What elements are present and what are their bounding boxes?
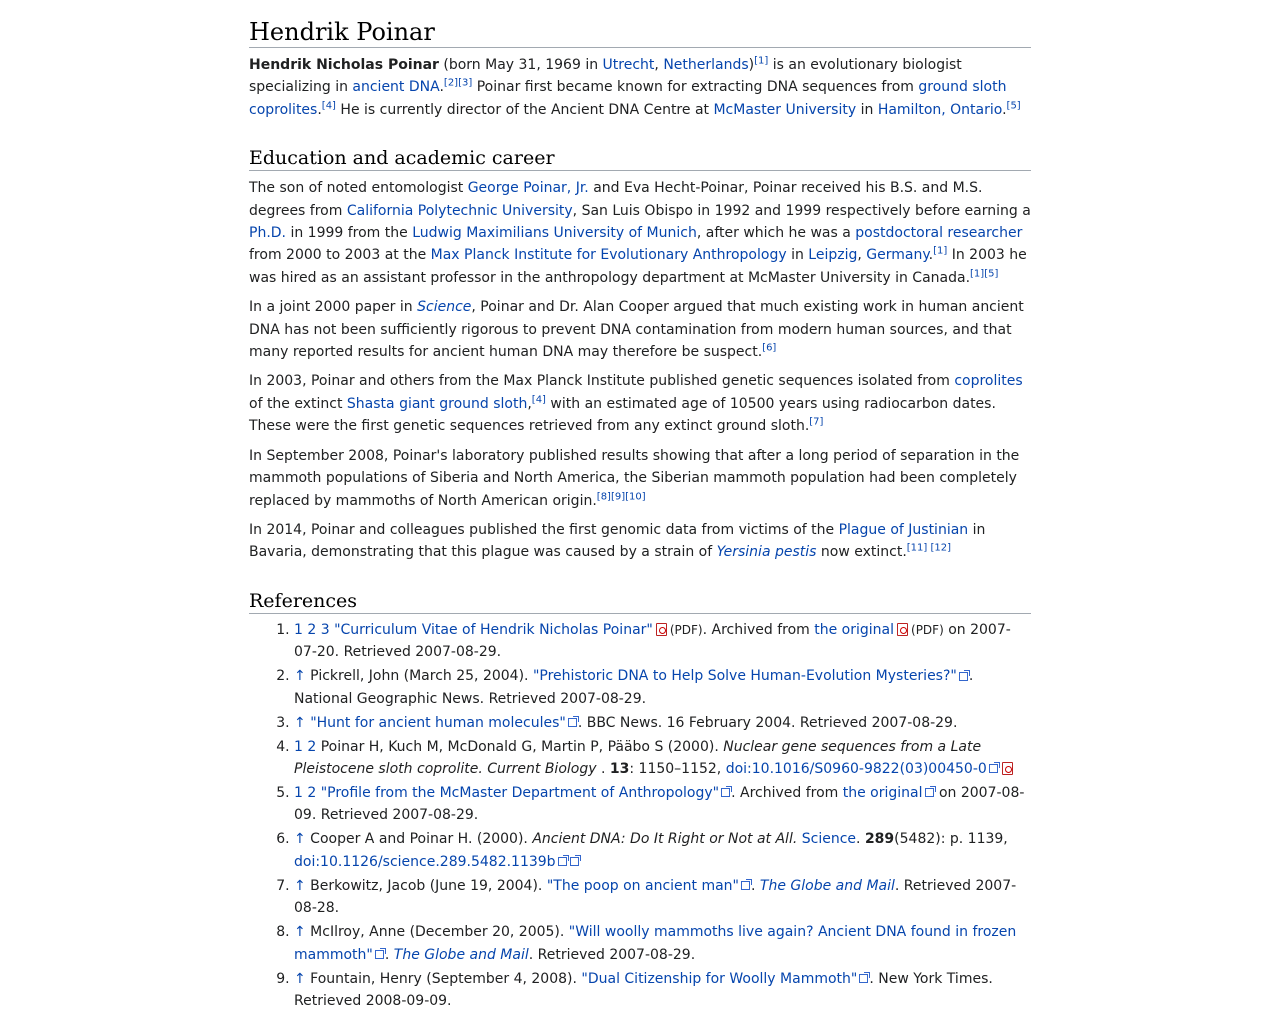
text: . Archived from xyxy=(731,784,843,801)
text: from 2000 to 2003 at the xyxy=(249,247,431,264)
citation-5[interactable]: [5] xyxy=(984,268,999,280)
text: (born May 31, 1969 in xyxy=(438,57,603,73)
citation-1[interactable]: [1] xyxy=(754,55,769,67)
references-list xyxy=(249,619,1031,1013)
citation-1[interactable]: [1] xyxy=(933,245,948,257)
text: In 2014, Poinar and colleagues published the first genomic data from victims of the xyxy=(249,521,839,538)
education-paragraph-5 xyxy=(249,519,1031,564)
text: Pickrell, John (March 25, 2004). xyxy=(305,668,533,685)
link-coprolites[interactable]: coprolites xyxy=(954,373,1023,390)
text: in xyxy=(856,101,878,118)
reference-title-link[interactable]: "Dual Citizenship for Woolly Mammoth" xyxy=(581,970,858,987)
link-shasta-ground-sloth[interactable]: Shasta giant ground sloth xyxy=(346,395,528,412)
citation-1[interactable]: [1] xyxy=(970,268,985,280)
external-link-icon xyxy=(558,857,567,866)
link-mcmaster-university[interactable]: McMaster University xyxy=(713,101,857,118)
volume: 289 xyxy=(864,831,895,848)
text: Poinar first became known for extracting DNA sequences from xyxy=(472,79,919,96)
doi-link[interactable]: doi:10.1126/science.289.5482.1139b xyxy=(294,853,556,870)
text: in Bavaria, demonstrating that this plague was caused by a strain of xyxy=(249,521,986,561)
text: In 2003, Poinar and others from the Max Planck Institute published genetic sequences isolated from xyxy=(249,373,955,390)
text: . BBC News. 16 February 2004. Retrieved 2007-08-29. xyxy=(577,714,958,731)
text: (5482): p. 1139, xyxy=(894,831,1008,848)
text: Poinar H, Kuch M, McDonald G, Martin P, Pääbo S (2000). xyxy=(316,738,724,755)
section-heading-education: Education and academic career xyxy=(249,146,1031,171)
text: . xyxy=(596,760,610,777)
external-link-icon xyxy=(375,950,384,959)
link-ancient-dna[interactable]: ancient DNA xyxy=(352,79,440,96)
text: , San Luis Obispo in 1992 and 1999 respectively before earning a xyxy=(572,202,1031,219)
text: . Retrieved 2007-08-29. xyxy=(528,946,696,963)
text: , xyxy=(527,395,532,412)
reference-title-link[interactable]: "Hunt for ancient human molecules" xyxy=(310,714,566,731)
backlink[interactable]: ↑ xyxy=(294,668,306,685)
text: with an estimated age of 10500 years using radiocarbon dates. These were the first genetic sequences retrieved from any extinct ground sloth. xyxy=(249,395,996,435)
link-max-planck-institute[interactable]: Max Planck Institute for Evolutionary Anthropology xyxy=(430,247,787,264)
citation-8[interactable]: [8] xyxy=(596,490,611,502)
link-germany[interactable]: Germany xyxy=(866,247,929,264)
citation-12[interactable]: [12] xyxy=(930,542,952,554)
reference-title-link[interactable]: "Curriculum Vitae of Hendrik Nicholas Poinar" xyxy=(334,621,653,638)
external-link-icon xyxy=(721,788,730,797)
text: , after which he was a xyxy=(696,225,856,242)
reference-title-link[interactable]: "Prehistoric DNA to Help Solve Human-Evolution Mysteries?" xyxy=(532,668,957,685)
backlink[interactable]: 1 2 xyxy=(294,738,317,755)
link-globe-and-mail[interactable]: The Globe and Mail xyxy=(759,877,895,894)
text: is an evolutionary biologist specializing in xyxy=(249,57,962,96)
text: . xyxy=(928,247,934,264)
reference-title: Ancient DNA: Do It Right or Not at All. xyxy=(532,831,798,848)
link-phd[interactable]: Ph.D. xyxy=(249,225,286,242)
link-yersinia-pestis[interactable]: Yersinia pestis xyxy=(716,544,817,561)
article-content xyxy=(249,0,1031,1014)
volume: 13 xyxy=(609,760,630,777)
text: He is currently director of the Ancient DNA Centre at xyxy=(335,101,714,118)
link-science-journal[interactable]: Science xyxy=(417,299,472,316)
citation-3[interactable]: [3] xyxy=(458,77,473,89)
citation-7[interactable]: [7] xyxy=(809,416,824,428)
text: of the extinct xyxy=(249,395,347,412)
text: . xyxy=(384,946,394,963)
reference-title: Nuclear gene sequences from a Late Pleistocene sloth coprolite. Current Biology xyxy=(294,738,982,777)
link-globe-and-mail[interactable]: The Globe and Mail xyxy=(393,946,529,963)
text: . xyxy=(1002,101,1007,118)
text: . xyxy=(751,877,760,894)
citation-5[interactable]: [5] xyxy=(1006,100,1021,112)
text: Fountain, Henry (September 4, 2008). xyxy=(305,970,582,987)
reference-item xyxy=(294,619,1031,664)
text: in xyxy=(786,247,809,264)
text: in 1999 from the xyxy=(286,225,413,242)
education-paragraph-1 xyxy=(249,177,1031,289)
section-heading-references: References xyxy=(249,589,1031,614)
external-link-icon xyxy=(959,672,968,681)
text: . xyxy=(317,101,322,118)
link-utrecht[interactable]: Utrecht xyxy=(602,57,655,73)
external-link-icon xyxy=(568,718,577,727)
text: . National Geographic News. Retrieved 2007-08-29. xyxy=(294,668,974,707)
education-paragraph-4 xyxy=(249,445,1031,512)
text: : 1150–1152, xyxy=(629,760,726,777)
citation-4[interactable]: [4] xyxy=(531,394,546,406)
text: . New York Times. Retrieved 2008-09-09. xyxy=(294,970,993,1009)
external-link-icon xyxy=(859,974,868,983)
text: and Eva Hecht-Poinar, Poinar received his B.S. and M.S. degrees from xyxy=(249,180,983,219)
text: . xyxy=(856,831,865,848)
link-ground-sloth-coprolites[interactable]: ground sloth coprolites xyxy=(249,79,1007,118)
text: . xyxy=(439,79,444,96)
format-label: (PDF) xyxy=(669,622,703,637)
reference-item xyxy=(294,712,1031,734)
text: on 2007-08-09. Retrieved 2007-08-29. xyxy=(294,784,1025,824)
text: ) xyxy=(748,57,755,73)
citation-4[interactable]: [4] xyxy=(321,100,336,112)
backlink[interactable]: 1 2 3 xyxy=(294,621,330,638)
page-title: Hendrik Poinar xyxy=(249,17,1031,48)
text: The son of noted entomologist xyxy=(249,180,468,197)
link-hamilton-ontario[interactable]: Hamilton, Ontario xyxy=(877,101,1003,118)
text: . Retrieved 2007-08-28. xyxy=(294,877,1017,917)
link-lmu-munich[interactable]: Ludwig Maximilians University of Munich xyxy=(412,225,697,242)
format-label: (PDF) xyxy=(911,622,944,637)
intro-paragraph xyxy=(249,54,1031,121)
link-plague-of-justinian[interactable]: Plague of Justinian xyxy=(838,521,969,538)
text: McIlroy, Anne (December 20, 2005). xyxy=(305,924,569,941)
pdf-icon xyxy=(897,623,908,636)
text: In a joint 2000 paper in xyxy=(249,299,418,316)
text: In September 2008, Poinar's laboratory published results showing that after a long period of separation in the mammoth populations of Siberia and North America, the Siberian mammoth population had been completely replaced by mammoths of North American origin. xyxy=(249,447,1020,509)
subject-name: Hendrik Nicholas Poinar xyxy=(249,57,439,73)
backlink[interactable]: ↑ xyxy=(294,877,306,894)
citation-10[interactable]: [10] xyxy=(625,490,646,502)
citation-11[interactable]: [11] xyxy=(906,542,928,554)
reference-item xyxy=(294,875,1031,920)
reference-item xyxy=(294,782,1031,827)
reference-item xyxy=(294,828,1031,873)
citation-6[interactable]: [6] xyxy=(762,342,777,354)
link-science-journal[interactable]: Science xyxy=(801,831,857,848)
text: on 2007-07-20. Retrieved 2007-08-29. xyxy=(294,621,1011,661)
text: Berkowitz, Jacob (June 19, 2004). xyxy=(305,877,547,894)
backlink[interactable]: ↑ xyxy=(294,831,306,848)
education-paragraph-3 xyxy=(249,370,1031,437)
archived-original-link[interactable]: the original xyxy=(842,784,923,801)
text: . Archived from xyxy=(702,621,815,638)
backlink[interactable]: ↑ xyxy=(294,924,306,941)
link-george-poinar[interactable]: George Poinar, Jr. xyxy=(467,180,589,197)
reference-item xyxy=(294,968,1031,1013)
external-link-icon xyxy=(741,881,750,890)
backlink[interactable]: ↑ xyxy=(294,970,306,987)
link-leipzig[interactable]: Leipzig xyxy=(808,247,858,264)
link-netherlands[interactable]: Netherlands xyxy=(663,57,749,73)
text: , xyxy=(857,247,867,264)
citation-2[interactable]: [2] xyxy=(443,77,459,89)
text: , xyxy=(654,57,664,73)
link-cal-poly[interactable]: California Polytechnic University xyxy=(346,202,573,219)
text: In 2003 he was hired as an assistant professor in the anthropology department at McMaster University in Canada. xyxy=(249,247,1027,286)
backlink[interactable]: 1 2 xyxy=(294,784,317,801)
citation-9[interactable]: [9] xyxy=(610,490,626,502)
reference-item xyxy=(294,921,1031,966)
reference-title-link[interactable]: "Will woolly mammoths live again? Ancient DNA found in frozen mammoth" xyxy=(294,924,1017,963)
doi-link[interactable]: doi:10.1016/S0960-9822(03)00450-0 xyxy=(725,760,987,777)
external-link-icon xyxy=(989,764,998,773)
pdf-icon xyxy=(656,623,667,636)
backlink[interactable]: ↑ xyxy=(294,714,306,731)
link-postdoctoral-researcher[interactable]: postdoctoral researcher xyxy=(855,225,1023,242)
external-link-icon xyxy=(925,788,934,797)
pdf-icon xyxy=(1002,762,1013,775)
archived-original-link[interactable]: the original xyxy=(814,621,895,638)
reference-item xyxy=(294,736,1031,781)
reference-title-link[interactable]: "Profile from the McMaster Department of Anthropology" xyxy=(320,784,720,801)
reference-title-link[interactable]: "The poop on ancient man" xyxy=(546,877,739,894)
text: Cooper A and Poinar H. (2000). xyxy=(305,831,533,848)
external-link-icon xyxy=(570,857,579,866)
text: , Poinar and Dr. Alan Cooper argued that much existing work in human ancient DNA has not been sufficiently rigorous to prevent DNA contamination from modern human sources, and that many reported results for ancient human DNA may therefore be suspect. xyxy=(249,299,1024,361)
education-paragraph-2 xyxy=(249,296,1031,363)
reference-item xyxy=(294,665,1031,710)
text: now extinct. xyxy=(816,544,907,561)
